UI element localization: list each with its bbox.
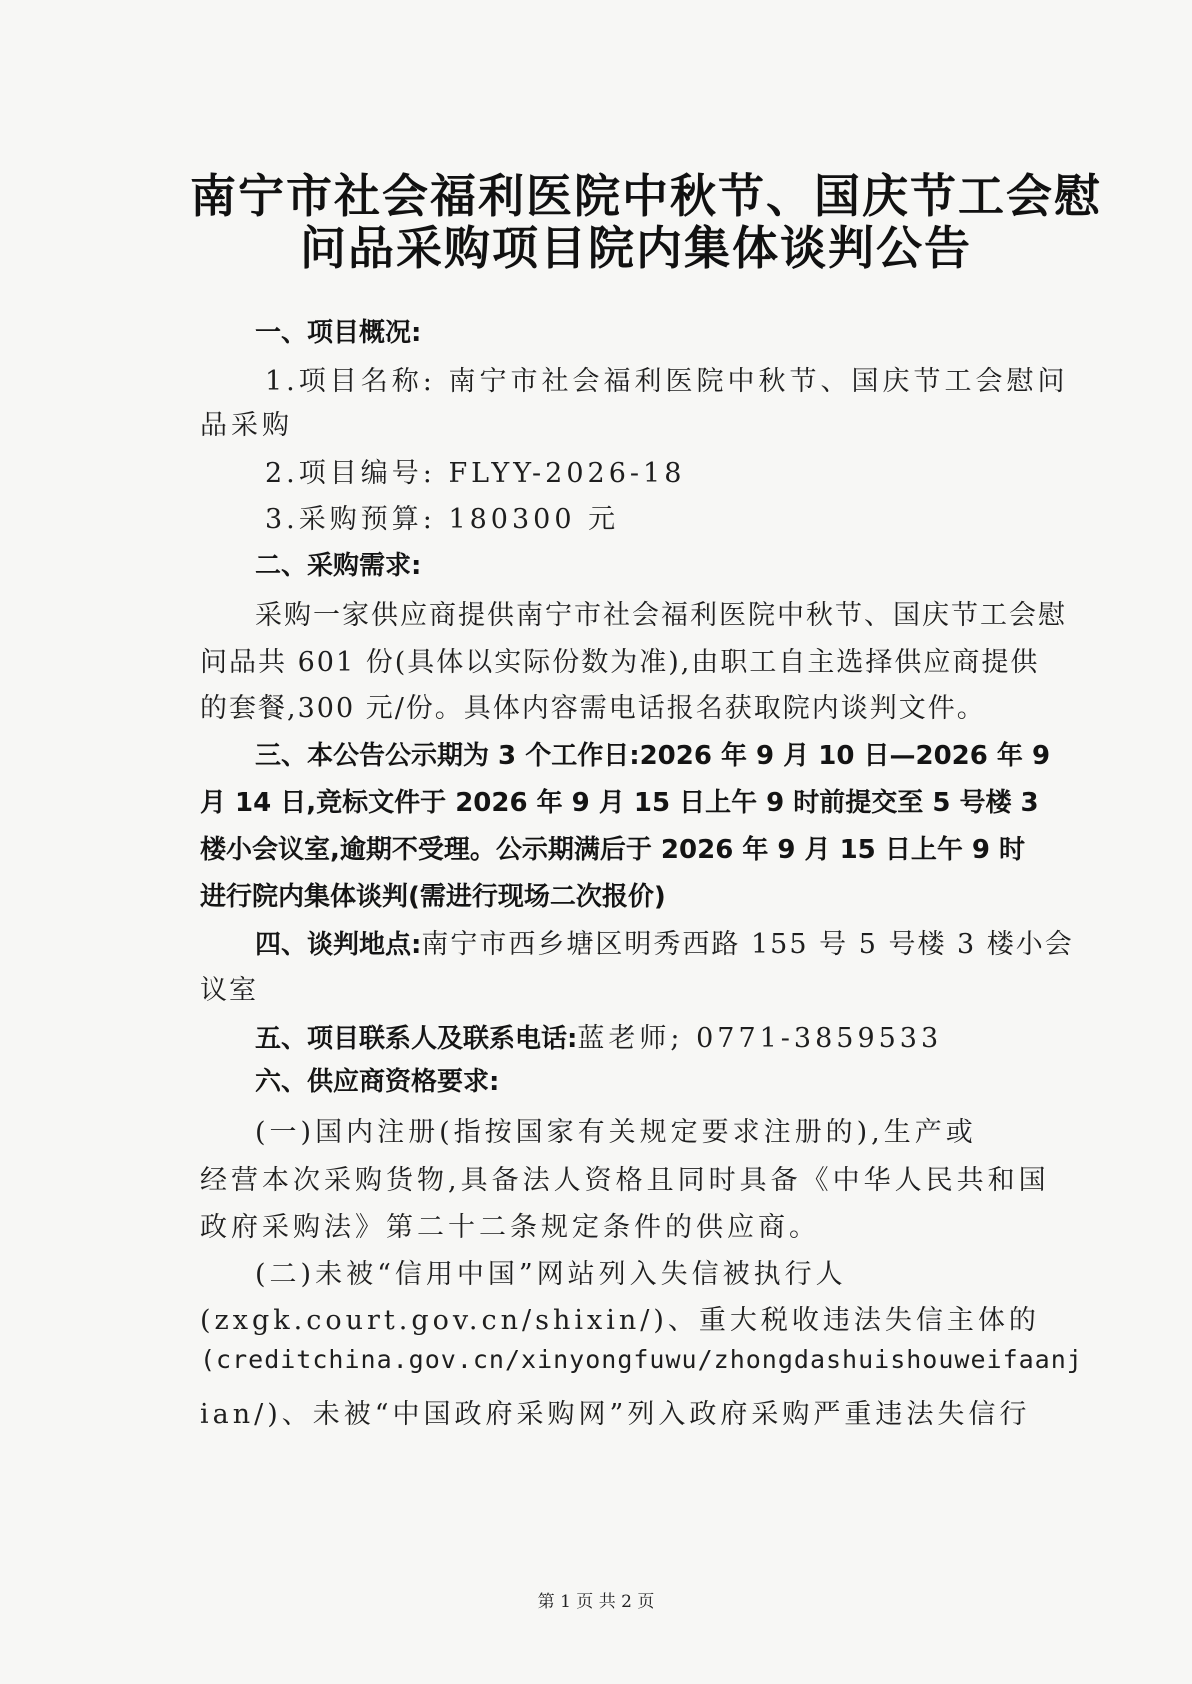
page-number-footer: 第 1 页 共 2 页 (537, 1592, 655, 1612)
section-4-heading: 四、谈判地点: (255, 930, 422, 960)
section-3-line-1: 三、本公告公示期为 3 个工作日:2026 年 9 月 10 日—2026 年 9 (255, 741, 1051, 771)
requirement-line-2: 问品共 601 份(具体以实际份数为准),由职工自主选择供应商提供 (200, 647, 1040, 678)
document-title-line-2: 问品采购项目院内集体谈判公告 (300, 221, 972, 275)
negotiation-location-continued: 议室 (200, 975, 258, 1006)
requirement-line-1: 采购一家供应商提供南宁市社会福利医院中秋节、国庆节工会慰 (255, 600, 1067, 631)
qualification-1-line-1: (一)国内注册(指按国家有关规定要求注册的),生产或 (255, 1117, 977, 1148)
procurement-budget: 3.采购预算: 180300 元 (265, 504, 620, 535)
qualification-2-line-2: (zxgk.court.gov.cn/shixin/)、重大税收违法失信主体的 (200, 1305, 1040, 1336)
section-3-line-3: 楼小会议室,逾期不受理。公示期满后于 2026 年 9 月 15 日上午 9 时 (200, 835, 1026, 865)
requirement-line-3: 的套餐,300 元/份。具体内容需电话报名获取院内谈判文件。 (200, 693, 986, 724)
section-3-line-2: 月 14 日,竞标文件于 2026 年 9 月 15 日上午 9 时前提交至 5 号楼 3 (200, 788, 1039, 818)
document-title-line-1: 南宁市社会福利医院中秋节、国庆节工会慰 (190, 169, 1102, 223)
qualification-1-line-2: 经营本次采购货物,具备法人资格且同时具备《中华人民共和国 (200, 1165, 1050, 1196)
qualification-2-line-3: (creditchina.gov.cn/xinyongfuwu/zhongdashuishouweifaanj (200, 1345, 1083, 1374)
section-5-line (255, 1016, 1020, 1055)
section-6-heading: 六、供应商资格要求: (255, 1067, 500, 1097)
section-2-heading: 二、采购需求: (255, 551, 422, 581)
project-name-continued: 品采购 (200, 410, 293, 441)
qualification-2-line-1: (二)未被“信用中国”网站列入失信被执行人 (255, 1259, 847, 1290)
qualification-1-line-3: 政府采购法》第二十二条规定条件的供应商。 (200, 1212, 820, 1243)
negotiation-location: 南宁市西乡塘区明秀西路 155 号 5 号楼 3 楼小会 (421, 929, 1074, 960)
section-4-line-1 (255, 922, 1074, 961)
qualification-2-line-4: ian/)、未被“中国政府采购网”列入政府采购严重违法失信行 (200, 1399, 1031, 1430)
section-5-heading: 五、项目联系人及联系电话: (255, 1024, 578, 1054)
project-number: 2.项目编号: FLYY-2026-18 (265, 458, 686, 489)
contact-info: 蓝老师; 0771-3859533 (577, 1023, 943, 1054)
section-1-heading: 一、项目概况: (255, 318, 422, 348)
section-3-line-4: 进行院内集体谈判(需进行现场二次报价) (200, 882, 666, 912)
project-name: 1.项目名称: 南宁市社会福利医院中秋节、国庆节工会慰问 (265, 366, 1069, 397)
